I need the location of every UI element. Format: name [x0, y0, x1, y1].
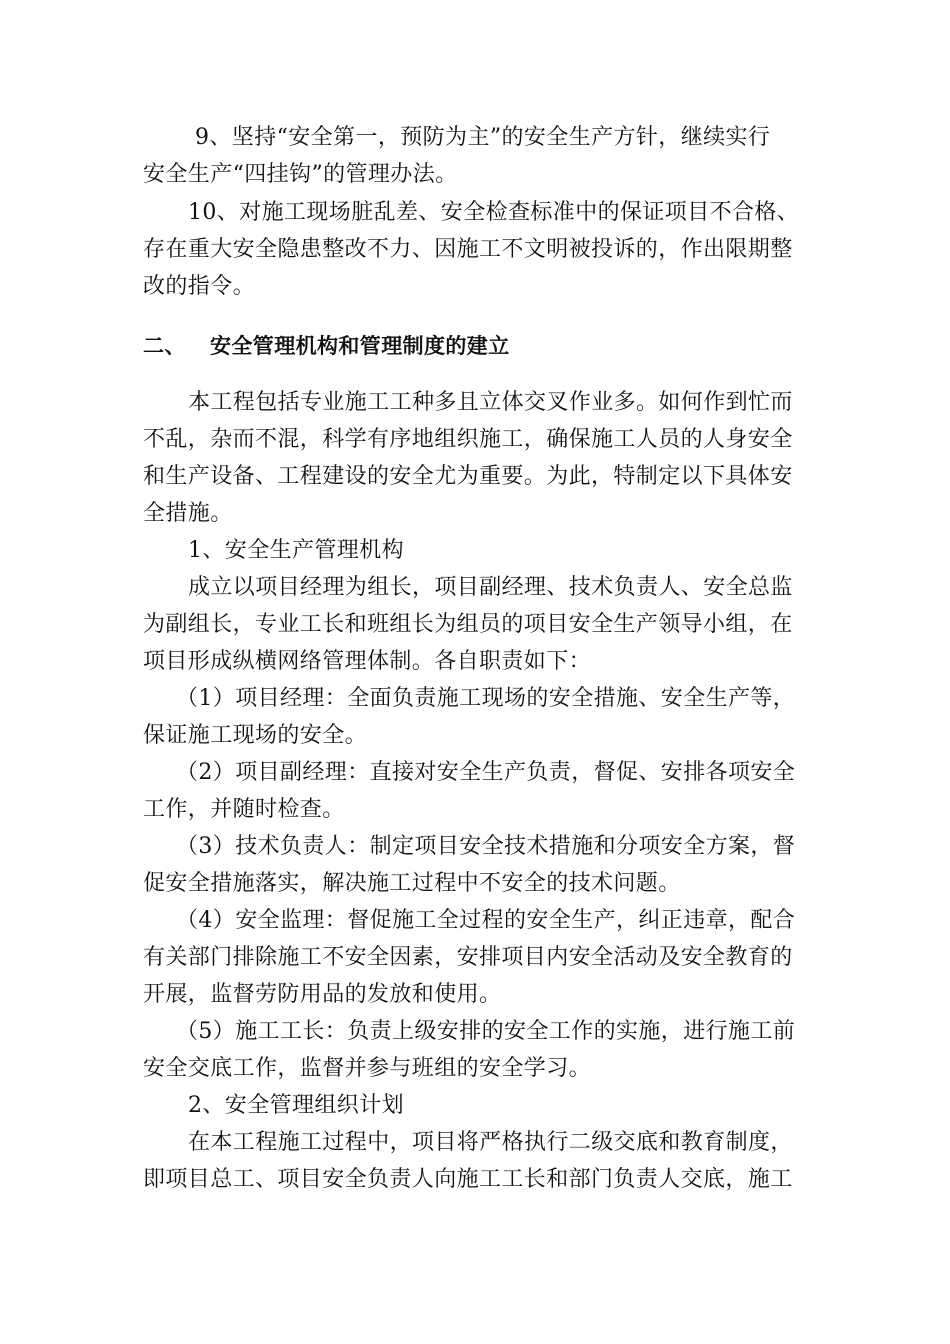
- sub1-para-line2: 为副组长，专业工长和班组长为组员的项目安全生产领导小组，在: [143, 612, 793, 637]
- item9-line2: 安全生产“四挂钩”的管理办法。: [143, 162, 458, 187]
- duty1-line2: 保证施工现场的安全。: [143, 723, 368, 748]
- duty4-line1: （4）安全监理：督促施工全过程的安全生产，纠正违章，配合: [176, 908, 796, 933]
- item9-line1: 9、坚持“安全第一，预防为主”的安全生产方针，继续实行: [195, 125, 771, 150]
- sub1-para-line1: 成立以项目经理为组长，项目副经理、技术负责人、安全总监: [188, 575, 793, 600]
- duty5-line1: （5）施工工长：负责上级安排的安全工作的实施，进行施工前: [176, 1019, 796, 1044]
- item10-line2: 存在重大安全隐患整改不力、因施工不文明被投诉的，作出限期整: [143, 237, 793, 262]
- section-title: 安全管理机构和管理制度的建立: [210, 334, 510, 358]
- duty3-line2: 促安全措施落实，解决施工过程中不安全的技术问题。: [143, 871, 681, 896]
- duty4-line3: 开展，监督劳防用品的发放和使用。: [143, 982, 502, 1007]
- subsection2-heading: 2、安全管理组织计划: [188, 1093, 404, 1118]
- duty2-line1: （2）项目副经理：直接对安全生产负责，督促、安排各项安全: [176, 760, 796, 785]
- item10-line1: 10、对施工现场脏乱差、安全检查标准中的保证项目不合格、: [188, 200, 800, 225]
- sub2-para-line1: 在本工程施工过程中，项目将严格执行二级交底和教育制度，: [188, 1130, 793, 1155]
- duty2-line2: 工作，并随时检查。: [143, 797, 345, 822]
- duty1-line1: （1）项目经理：全面负责施工现场的安全措施、安全生产等，: [176, 686, 796, 711]
- intro-line2: 不乱，杂而不混，科学有序地组织施工，确保施工人员的人身安全: [143, 427, 793, 452]
- duty3-line1: （3）技术负责人：制定项目安全技术措施和分项安全方案，督: [176, 834, 796, 859]
- intro-line3: 和生产设备、工程建设的安全尤为重要。为此，特制定以下具体安: [143, 464, 793, 489]
- intro-line4: 全措施。: [143, 501, 233, 526]
- duty5-line2: 安全交底工作，监督并参与班组的安全学习。: [143, 1056, 592, 1081]
- subsection1-heading: 1、安全生产管理机构: [188, 538, 404, 563]
- sub2-para-line2: 即项目总工、项目安全负责人向施工工长和部门负责人交底，施工: [143, 1167, 793, 1192]
- section-number: 二、: [143, 334, 186, 358]
- sub1-para-line3: 项目形成纵横网络管理体制。各自职责如下：: [143, 649, 592, 674]
- duty4-line2: 有关部门排除施工不安全因素，安排项目内安全活动及安全教育的: [143, 945, 793, 970]
- intro-line1: 本工程包括专业施工工种多且立体交叉作业多。如何作到忙而: [188, 390, 793, 415]
- item10-line3: 改的指令。: [143, 274, 256, 299]
